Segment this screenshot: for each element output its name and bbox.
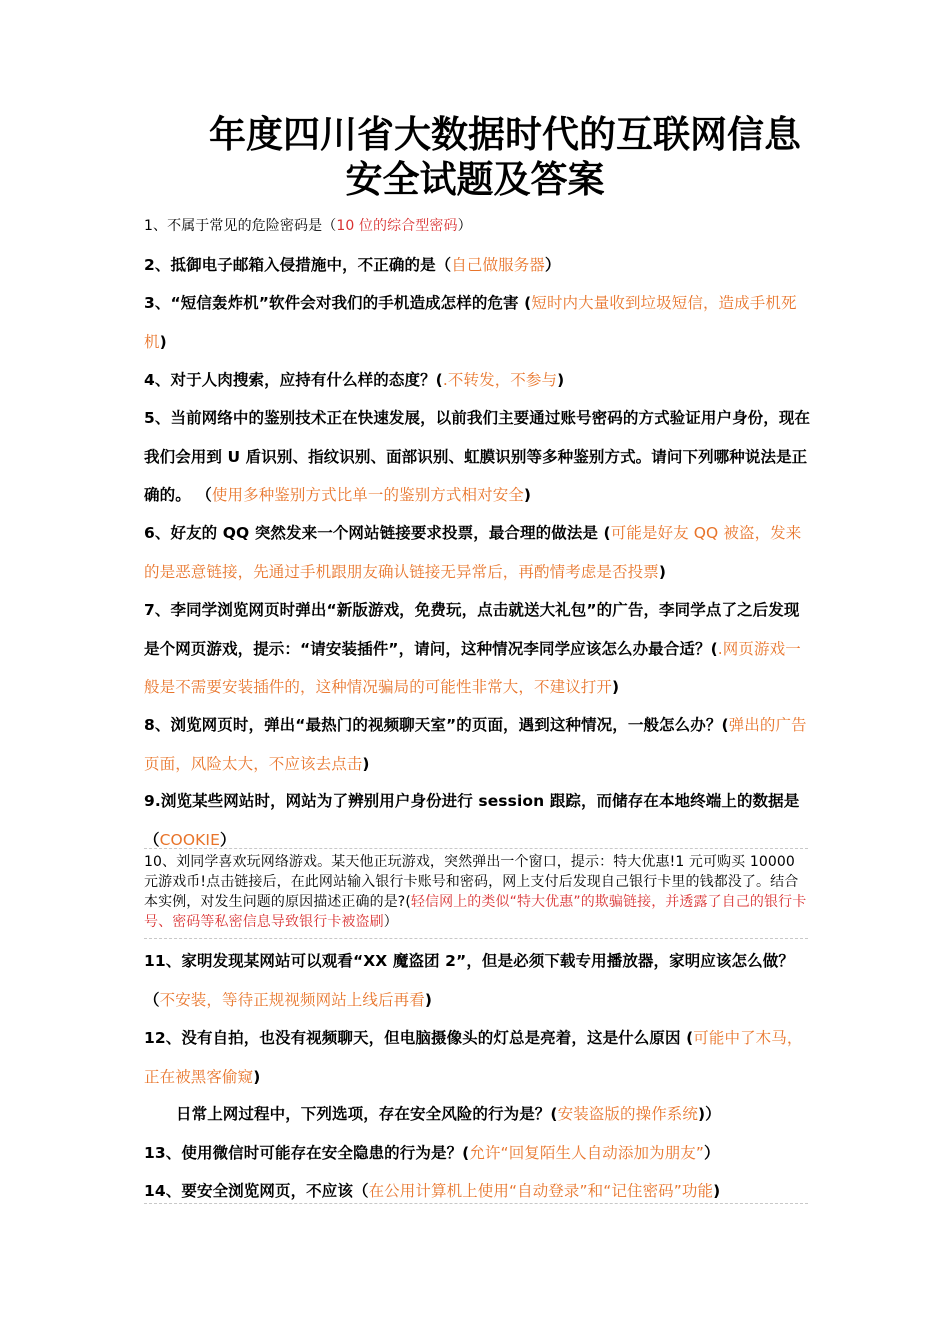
answer-3: 短时内大量收到垃圾短信，造成手机死机 xyxy=(144,294,797,351)
question-extra: 日常上网过程中，下列选项，存在安全风险的行为是？(安装盗版的操作系统)） xyxy=(176,1105,721,1123)
question-7: 7、李同学浏览网页时弹出“新版游戏，免费玩，点击就送大礼包”的广告，李同学点了之后发现是个网页游戏，提示：“请安装插件”，请问，这种情况李同学应该怎么办最合适？(.网页游戏一般是不需要安装插件的，这种情况骗局的可能性非常大，不建议打开) xyxy=(144,601,801,696)
question-3: 3、“短信轰炸机”软件会对我们的手机造成怎样的危害 (短时内大量收到垃圾短信，造成手机死机) xyxy=(144,294,797,351)
question-1: 1、不属于常见的危险密码是（10 位的综合型密码） xyxy=(144,218,472,234)
divider xyxy=(144,1203,808,1204)
question-14: 14、要安全浏览网页，不应该（在公用计算机上使用“自动登录”和“记住密码”功能) xyxy=(144,1182,721,1200)
question-8: 8、浏览网页时，弹出“最热门的视频聊天室”的页面，遇到这种情况，一般怎么办？(弹出的广告页面，风险太大，不应该去点击) xyxy=(144,716,807,773)
answer-13: 允许“回复陌生人自动添加为朋友” xyxy=(469,1144,705,1162)
answer-8: 弹出的广告页面，风险太大，不应该去点击 xyxy=(144,716,807,773)
answer-11: 不安装，等待正规视频网站上线后再看 xyxy=(159,990,425,1009)
divider xyxy=(144,848,808,849)
answer-14: 在公用计算机上使用“自动登录”和“记住密码”功能 xyxy=(368,1182,714,1200)
divider xyxy=(144,938,808,939)
page-title-line2: 安全试题及答案 xyxy=(345,157,605,201)
answer-5: 使用多种鉴别方式比单一的鉴别方式相对安全 xyxy=(211,486,524,504)
question-5: 5、当前网络中的鉴别技术正在快速发展，以前我们主要通过账号密码的方式验证用户身份，现在我们会用到 U 盾识别、指纹识别、面部识别、虹膜识别等多种鉴别方式。请问下列哪种说法是正确的。 （使用多种鉴别方式比单一的鉴别方式相对安全) xyxy=(144,409,811,504)
question-11: 11、家明发现某网站可以观看“XX 魔盗团 2”，但是必须下载专用播放器，家明应该怎么做？（不安装，等待正规视频网站上线后再看) xyxy=(144,952,794,1009)
question-6: 6、好友的 QQ 突然发来一个网站链接要求投票，最合理的做法是 (可能是好友 QQ 被盗，发来的是恶意链接，先通过手机跟朋友确认链接无异常后，再酌情考虑是否投票) xyxy=(144,524,802,581)
question-10: 10、刘同学喜欢玩网络游戏。某天他正玩游戏，突然弹出一个窗口，提示：特大优惠!1 元可购买 10000 元游戏币!点击链接后，在此网站输入银行卡账号和密码，网上支付后发现自己银行卡里的钱都没了。结合本实例，对发生问题的原因描述正确的是?(轻信网上的类似“特大优惠”的欺骗链接，并透露了自己的银行卡号、密码等私密信息导致银行卡被盗刷） xyxy=(144,854,807,930)
answer-2: 自己做服务器 xyxy=(451,256,545,274)
answer-7: .网页游戏一般是不需要安装插件的，这种情况骗局的可能性非常大，不建议打开 xyxy=(144,639,801,696)
answer-12: 可能中了木马，正在被黑客偷窥 xyxy=(144,1029,803,1086)
question-2: 2、抵御电子邮箱入侵措施中，不正确的是（自己做服务器） xyxy=(144,256,561,274)
answer-4: .不转发，不参与 xyxy=(442,371,558,389)
answer-9: COOKIE xyxy=(159,830,220,849)
question-13: 13、使用微信时可能存在安全隐患的行为是？(允许“回复陌生人自动添加为朋友”） xyxy=(144,1144,720,1162)
answer-extra: 安装盗版的操作系统 xyxy=(557,1105,698,1123)
question-12: 12、没有自拍，也没有视频聊天，但电脑摄像头的灯总是亮着，这是什么原因 (可能中了木马，正在被黑客偷窥) xyxy=(144,1029,803,1086)
answer-10: 轻信网上的类似“特大优惠”的欺骗链接，并透露了自己的银行卡号、密码等私密信息导致银行卡被盗刷 xyxy=(144,894,807,930)
answer-1: 10 位的综合型密码 xyxy=(336,218,458,234)
page-title-line1: 年度四川省大数据时代的互联网信息 xyxy=(209,112,801,156)
question-4: 4、对于人肉搜索，应持有什么样的态度？(.不转发，不参与) xyxy=(144,371,565,389)
question-9: 9.浏览某些网站时，网站为了辨别用户身份进行 session 跟踪，而储存在本地终端上的数据是（COOKIE） xyxy=(144,792,800,849)
answer-6: 可能是好友 QQ 被盗，发来的是恶意链接，先通过手机跟朋友确认链接无异常后，再酌情考虑是否投票 xyxy=(144,524,802,581)
